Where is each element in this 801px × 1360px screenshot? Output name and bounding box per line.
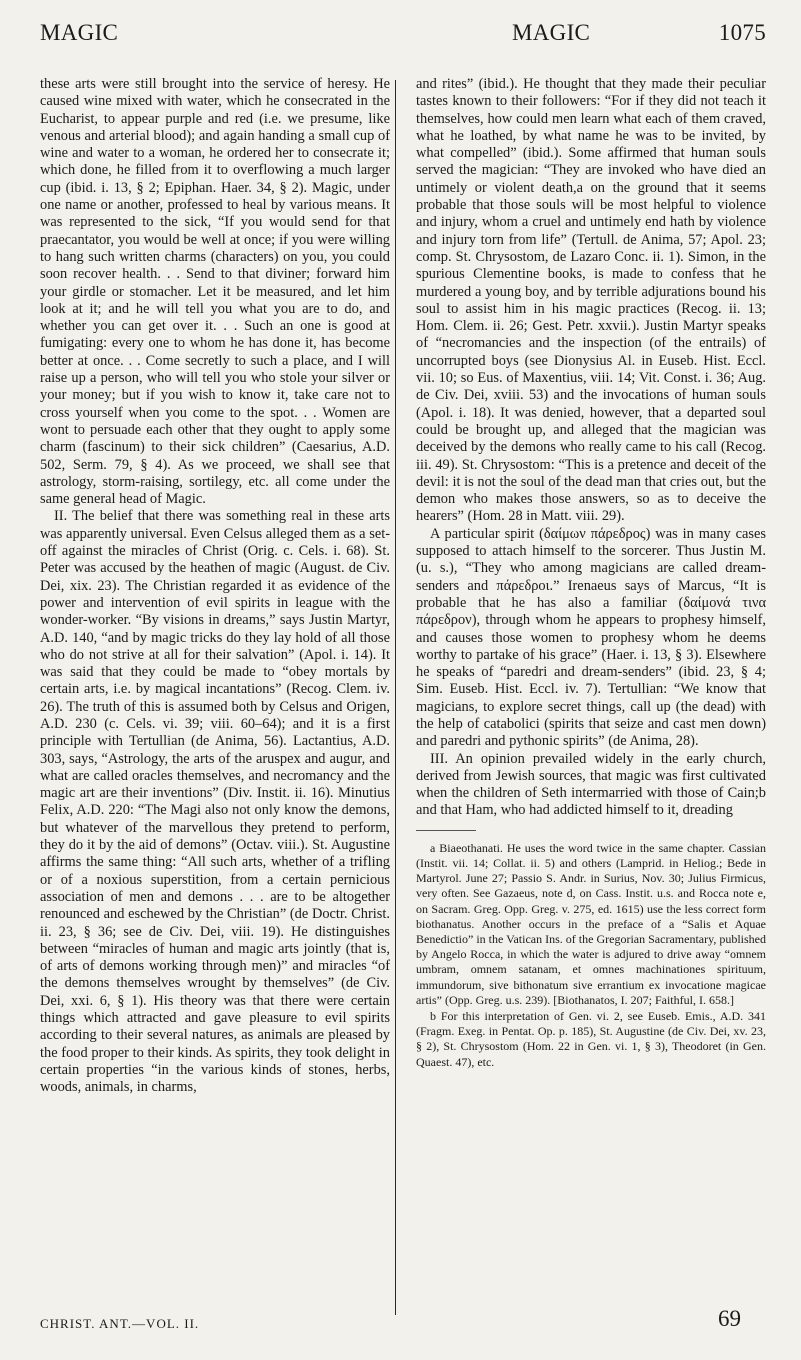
footnote-separator bbox=[416, 830, 476, 831]
left-column bbox=[40, 76, 390, 1097]
right-column bbox=[416, 76, 766, 1071]
signature-mark: 69 bbox=[718, 1306, 741, 1331]
footnote: a Biaeothanati. He uses the word twice in the same chapter. Cassian (Instit. vii. 14; Collat. ii. 5) and others (Lamprid. in Heliog.; Bede in Martyrol. June 27; Passio S. Andr. in Surius, Nov. 30; Julius Firmicus, very often. See Gazaeus, note d, on Cass. Instit. u.s. and Rocca note e, on Sacram. Greg. Opp. Greg. v. 275, ed. 1615) use the less correct form biothanatus. Another occurs in the preface of a “Salis et Aquae Benedictio” in the Vatican Ins. of the Gregorian Sacramentary, published by Angelo Rocca, in which the water is adjured to drive away “omnem umbram, omnem satanam, et omnes machinationes spirituum, immundorum, sive bithonatum sive errantium ex invocatione magicae artis” (Opp. Greg. u.s. 239). [Biothanatos, I. 207; Faithful, I. 658.] bbox=[416, 840, 766, 1007]
page-header bbox=[40, 20, 766, 56]
page-number: 1075 bbox=[718, 20, 766, 45]
paragraph: A particular spirit (δαίμων πάρεδρος) was in many cases supposed to attach himself to the sorcerer. Thus Justin M. (u. s.), “They who among magicians are called dream-senders and πάρεδροι.” Irenaeus says of Marcus, “It is probable that he has also a familiar (δαίμονά τινα πάρεδρον), through whom he appears to prophesy himself, and causes those women to prophesy whom he deems worthy to partake of his grace” (Haer. i. 13, § 3). Elsewhere he speaks of “paredri and dream-senders” (ibid. 23, § 4; Sim. Euseb. Hist. Eccl. iv. 7). Tertullian: “We know that magicians, to explore secret things, call up (the dead) with the help of catabolici (spirits that seize and cast men down) and paredri and pythonic spirits” (de Anima, 28). bbox=[416, 525, 766, 750]
paragraph: these arts were still brought into the service of heresy. He caused wine mixed with water, which he consecrated in the Eucharist, to appear purple and red (i.e. we presume, like venous and arterial blood); and again handing a small cup of wine and water to a woman, he ordered her to consecrate it; which done, he filled from it to overflowing a much larger cup (ibid. i. 13, § 2; Epiphan. Haer. 34, § 2). Magic, under one name or another, professed to heal by various means. It was represented to the sick, “If you would send for that praecantator, you would be well at once; if you were willing to hang such written charms (characters) on you, you could soon recover health. . . Send to that diviner; forward him your girdle or stomacher. Let it be measured, and let him look at it; and he will tell you what you are to do, and whether you can get over it. . . Such an one is good at fumigating: every one to whom he has done it, has become better at once. . . Come secretly to such a place, and I will raise up a person, who will tell you who stole your silver or your money; but if you wish to know it, take care not to cross yourself when you come to the spot. . . Women are wont to persuade each other that they ought to apply some charm (fascinum) to their sick children” (Caesarius, A.D. 502, Serm. 79, § 4). As we proceed, we shall see that astrology, storm-raising, sortilegy, etc. all come under the same general head of Magic. bbox=[40, 76, 390, 508]
footnote: b For this interpretation of Gen. vi. 2, see Euseb. Emis., A.D. 341 (Fragm. Exeg. in Pentat. Op. p. 185), St. Augustine (de Civ. Dei, xv. 23, § 2), St. Chrysostom (Hom. 22 in Gen. vi. 1, § 3), Theodoret (in Gen. Quaest. 47), etc. bbox=[416, 1009, 766, 1069]
paragraph: and rites” (ibid.). He thought that they made their peculiar tastes known to their followers: “For if they did not teach it themselves, how could men learn what each of them craved, what he loathed, by what name he was to be invited, by what compelled” (ibid.). Some affirmed that human souls served the magician: “They are invoked who have died an untimely or violent death,a on the ground that it seems probable that those souls will be most helpful to violence and injury, whom a cruel and untimely end hath by violence and injury torn from life” (Tertull. de Anima, 57; Apol. 23; comp. St. Chrysostom, de Lazaro Conc. ii. 1). Simon, in the spurious Clementine books, is made to confess that he murdered a young boy, and by terrible adjurations bound his soul to assist him in his magic practices (Recog. ii. 13; Hom. Clem. ii. 26; Gest. Petr. xxvii.). Justin Martyr speaks of “necromancies and the inspection (of the entrails) of uncorrupted boys (see Dionysius Al. in Euseb. Hist. Eccl. vii. 10; so Eus. of Maxentius, viii. 14; Vit. Const. i. 36; Aug. de Civ. Dei, xviii. 53) and the invocations of human souls (Apol. i. 18). It was denied, however, that a departed soul could be brought up, and alleged that the magician was deceived by the demons who really came to his call (Recog. iii. 49). St. Chrysostom: “This is a pretence and deceit of the devil: it is not the soul of the dead man that cries out, but the demon who makes those answers, so as to deceive the hearers” (Hom. 28 in Matt. viii. 29). bbox=[416, 76, 766, 525]
footnotes bbox=[416, 841, 766, 1070]
right-running-head: MAGIC bbox=[512, 20, 591, 45]
column-divider bbox=[395, 80, 396, 1315]
paragraph: III. An opinion prevailed widely in the early church, derived from Jewish sources, that magic was first cultivated when the children of Seth intermarried with those of Cain;b and that Ham, who had addicted himself to it, dreading bbox=[416, 750, 766, 819]
footer-running-title: CHRIST. ANT.—VOL. II. bbox=[40, 1316, 200, 1331]
paragraph: II. The belief that there was something real in these arts was apparently universal. Even Celsus alleged them as a set-off against the miracles of Christ (Orig. c. Cels. i. 68). St. Peter was accused by the heathen of magic (August. de Civ. Dei, xix. 23). The Christian regarded it as evidence of the power and intervention of evil spirits in league with the wonder-worker. “By visions in dreams,” says Justin Martyr, A.D. 140, “and by magic tricks do they lay hold of all those who do not strive at all for their salvation” (Apol. i. 14). It was said that they could be made to “obey mortals by certain arts, i.e. by magical incantations” (Recog. Clem. iv. 26). The truth of this is assumed both by Celsus and Origen, A.D. 230 (c. Cels. vi. 39; viii. 60–64); and it is a first principle with Tertullian (de Anima, 56). Lactantius, A.D. 303, says, “Astrology, the arts of the aruspex and augur, and what are called oracles themselves, and necromancy and the magic art are their inventions” (Div. Instit. ii. 16). Minutius Felix, A.D. 220: “The Magi also not only know the demons, but whatever of the marvellous they pretend to perform, they do it by the aid of demons” (Octav. viii.). St. Augustine affirms the same thing: “All such arts, whether of a trifling or of a noxious superstition, from a certain pernicious association of men and demons . . . are to be altogether renounced and eschewed by the Christian” (de Doctr. Christ. ii. 23, § 36; see de Civ. Dei, viii. 19). He distinguishes between “miracles of human and magic arts jointly (that is, of arts of demons working through men)” and miracles “of the demons themselves wrought by themselves” (de Civ. Dei, xxi. 6, § 1). His theory was that there were certain things which attracted and gave pleasure to evil spirits according to their several natures, as animals are pleased by the food proper to their kinds. As spirits, they took delight in certain properties “in the various kinds of stones, herbs, woods, animals, in charms, bbox=[40, 508, 390, 1096]
left-running-head: MAGIC bbox=[40, 20, 119, 45]
